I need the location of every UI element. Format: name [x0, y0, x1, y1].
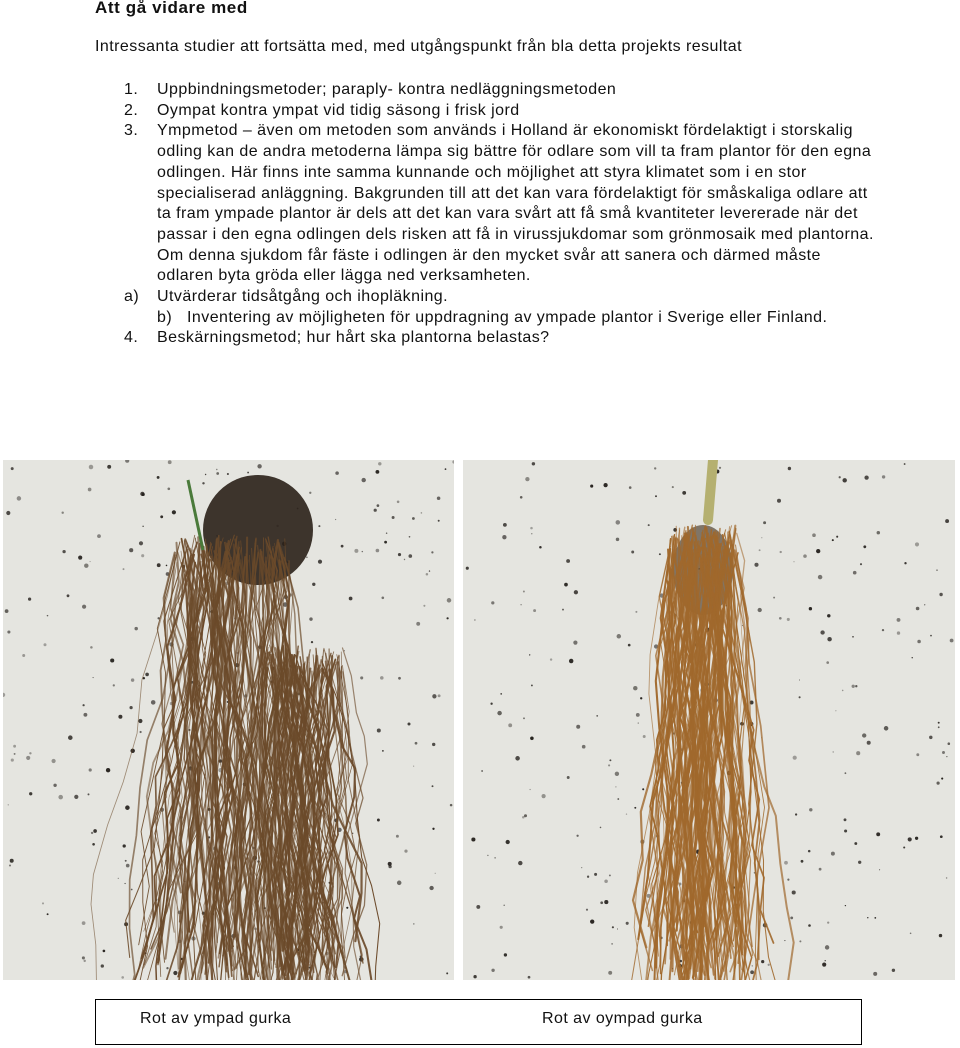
list-subitem-letter: b) — [157, 308, 173, 326]
list-item-number: 3. — [124, 122, 139, 140]
caption-table — [95, 999, 862, 1045]
photo-ungrafted-cucumber-root — [463, 460, 955, 980]
photo-grafted-cucumber-root — [3, 460, 454, 980]
list-item — [0, 328, 877, 349]
study-list — [0, 80, 960, 349]
list-item — [0, 101, 877, 122]
list-subitem-text: Inventering av möjligheten för uppdragning av ympade plantor i Sverige eller Finland. — [187, 308, 828, 326]
caption-ungrafted: Rot av oympad gurka — [542, 1010, 703, 1027]
intro-paragraph: Intressanta studier att fortsätta med, med utgångspunkt från bla detta projekts resultat — [95, 38, 743, 55]
list-item-number: 4. — [124, 329, 139, 347]
list-item-text: Uppbindningsmetoder; paraply- kontra nedläggningsmetoden — [157, 81, 617, 98]
list-subitem-letter: a) — [124, 288, 140, 306]
section-heading: Att gå vidare med — [95, 0, 248, 17]
root-photos — [3, 460, 955, 980]
list-item-text: Ympmetod – även om metoden som används i Holland är ekonomiskt fördelaktigt i storskalig odling kan de andra metoderna lämpa sig bättre för odlare som vill ta fram plantor för den egna odlingen. Här finns inte samma kunnande och möjlighet att styra klimatet som i en stor specialiserad anläggning. Bakgrunden till att det kan vara fördelaktigt för småskaliga odlare att ta fram ympade plantor är dels att det kan vara svårt att få små kvantiteter levererade när det passar i den egna odlingen dels risken att få in virussjukdomar som grönmosaik med plantorna. Om denna sjukdom får fäste i odlingen är den mycket svår att sanera och därmed måste odlaren byta gröda eller lägga ned verksamheten. — [157, 122, 874, 285]
list-subitem — [0, 308, 877, 329]
list-item — [0, 80, 877, 101]
list-item-text: Oympat kontra ympat vid tidig säsong i frisk jord — [157, 101, 520, 119]
list-item — [0, 121, 877, 287]
caption-grafted: Rot av ympad gurka — [140, 1010, 292, 1027]
list-item-number: 1. — [124, 81, 139, 98]
grafted-root-image — [3, 460, 454, 980]
list-item-number: 2. — [124, 101, 139, 119]
list-subitem — [0, 287, 877, 308]
list-item-text: Beskärningsmetod; hur hårt ska plantorna belastas? — [157, 329, 550, 347]
list-subitem-text: Utvärderar tidsåtgång och ihopläkning. — [157, 288, 449, 306]
ungrafted-root-image — [463, 460, 955, 980]
